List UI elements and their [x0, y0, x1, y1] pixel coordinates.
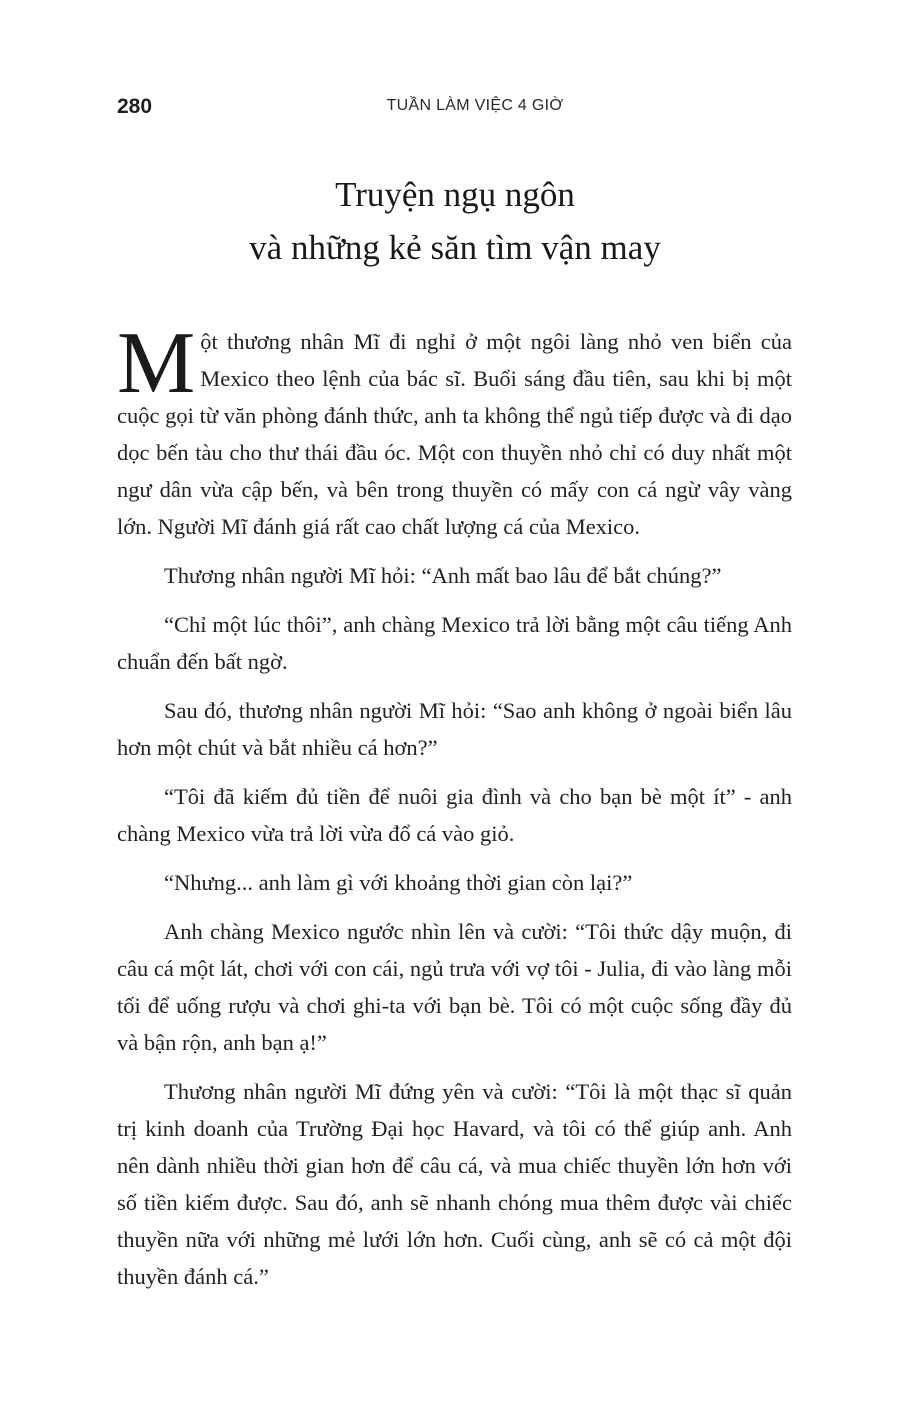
paragraph-2: Thương nhân người Mĩ hỏi: “Anh mất bao lâu để bắt chúng?” [164, 563, 722, 588]
paragraph-5: “Tôi đã kiếm đủ tiền để nuôi gia đình và cho bạn bè một ít” - anh chàng Mexico vừa trả lời vừa đổ cá vào giỏ. [117, 784, 792, 846]
paragraph-1-text: ột thương nhân Mĩ đi nghỉ ở một ngôi làng nhỏ ven biển của Mexico theo lệnh của bác sĩ. Buổi sáng đầu tiên, sau khi bị một cuộc gọi từ văn phòng đánh thức, anh ta không thể ngủ tiếp được và đi dạo dọc bến tàu cho thư thái đầu óc. Một con thuyền nhỏ chỉ có duy nhất một ngư dân vừa cập bến, và bên trong thuyền có mấy con cá ngừ vây vàng lớn. Người Mĩ đánh giá rất cao chất lượng cá của Mexico. [117, 329, 792, 539]
running-header: TUẦN LÀM VIỆC 4 GIỜ [386, 97, 564, 114]
chapter-title-line-2: và những kẻ săn tìm vận may [249, 228, 661, 267]
paragraph-6: “Nhưng... anh làm gì với khoảng thời gian còn lại?” [164, 870, 633, 895]
body-text [117, 315, 792, 1307]
page-number: 280 [117, 95, 153, 118]
paragraph-1 [117, 315, 792, 545]
drop-cap: M [117, 315, 196, 412]
paragraph-4: Sau đó, thương nhân người Mĩ hỏi: “Sao anh không ở ngoài biển lâu hơn một chút và bắt nhiều cá hơn?” [117, 698, 792, 760]
chapter-title-line-1: Truyện ngụ ngôn [335, 175, 575, 214]
paragraph-8: Thương nhân người Mĩ đứng yên và cười: “Tôi là một thạc sĩ quản trị kinh doanh của Trường Đại học Havard, và tôi có thể giúp anh. Anh nên dành nhiều thời gian hơn để câu cá, và mua chiếc thuyền lớn hơn với số tiền kiếm được. Sau đó, anh sẽ nhanh chóng mua thêm được vài chiếc thuyền nữa với những mẻ lưới lớn hơn. Cuối cùng, anh sẽ có cả một đội thuyền đánh cá.” [117, 1079, 792, 1289]
chapter-title [0, 168, 910, 274]
paragraph-7: Anh chàng Mexico ngước nhìn lên và cười: “Tôi thức dậy muộn, đi câu cá một lát, chơi với con cái, ngủ trưa với vợ tôi - Julia, đi vào làng mỗi tối để uống rượu và chơi ghi-ta với bạn bè. Tôi có một cuộc sống đầy đủ và bận rộn, anh bạn ạ!” [117, 919, 792, 1055]
paragraph-3: “Chỉ một lúc thôi”, anh chàng Mexico trả lời bằng một câu tiếng Anh chuẩn đến bất ngờ. [117, 612, 792, 674]
